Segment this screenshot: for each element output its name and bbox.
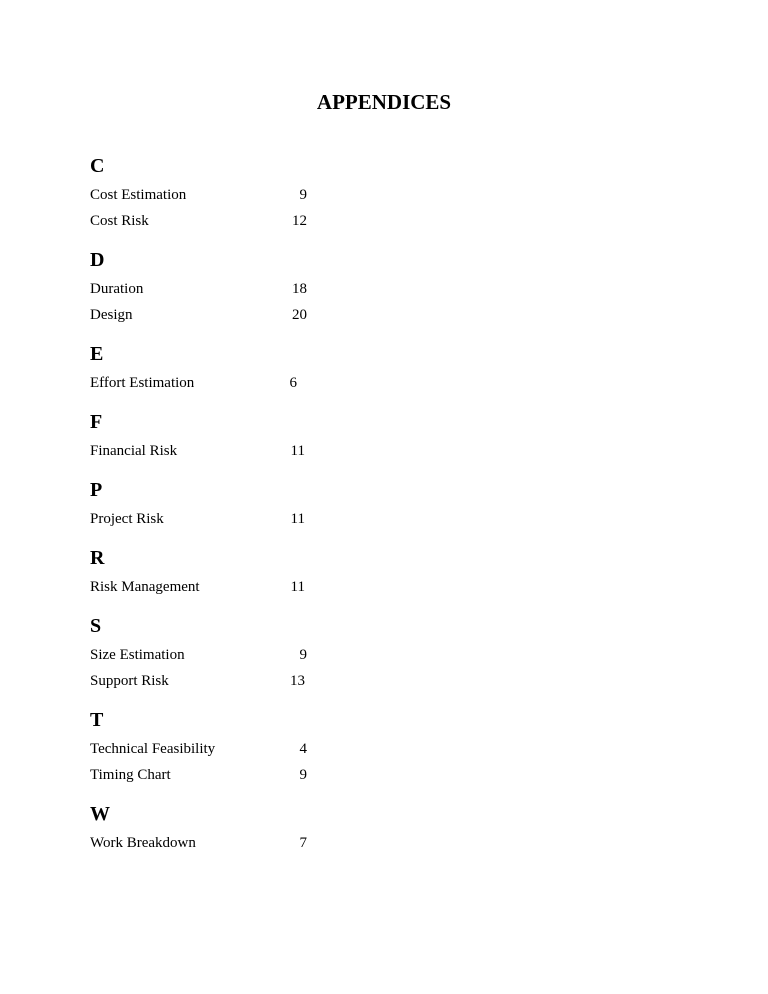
index-section-r bbox=[90, 546, 410, 604]
section-letter: P bbox=[90, 479, 103, 501]
index-entry bbox=[90, 646, 410, 672]
page-title: APPENDICES bbox=[316, 90, 452, 114]
entry-label: Design bbox=[90, 307, 133, 323]
entry-page-number: 12 bbox=[292, 213, 307, 229]
entry-page-number: 13 bbox=[290, 673, 305, 689]
index-entry bbox=[90, 186, 410, 212]
index-section-e bbox=[90, 342, 410, 400]
index-entry bbox=[90, 740, 410, 766]
index-entry bbox=[90, 578, 410, 604]
appendix-index bbox=[90, 154, 410, 870]
entry-label: Technical Feasibility bbox=[90, 741, 216, 757]
entry-page-number: 11 bbox=[290, 511, 305, 527]
section-letter: D bbox=[90, 249, 105, 271]
section-letter: S bbox=[90, 615, 102, 637]
entry-label: Effort Estimation bbox=[90, 375, 195, 391]
entry-page-number: 20 bbox=[292, 307, 307, 323]
entry-label: Cost Risk bbox=[90, 213, 149, 229]
section-letter: C bbox=[90, 155, 105, 177]
section-letter: W bbox=[90, 803, 110, 825]
index-entry bbox=[90, 306, 410, 332]
index-entry bbox=[90, 510, 410, 536]
index-entry bbox=[90, 672, 410, 698]
index-entry bbox=[90, 442, 410, 468]
entry-page-number: 4 bbox=[299, 741, 307, 757]
entry-page-number: 11 bbox=[290, 443, 305, 459]
index-section-d bbox=[90, 248, 410, 332]
entry-label: Work Breakdown bbox=[90, 835, 196, 851]
index-entry bbox=[90, 280, 410, 306]
entry-page-number: 9 bbox=[299, 647, 307, 663]
entry-page-number: 6 bbox=[289, 375, 297, 391]
entry-label: Financial Risk bbox=[90, 443, 178, 459]
entry-label: Size Estimation bbox=[90, 647, 185, 663]
index-entry bbox=[90, 834, 410, 860]
index-section-w bbox=[90, 802, 410, 860]
index-entry bbox=[90, 766, 410, 792]
entry-page-number: 18 bbox=[292, 281, 307, 297]
entry-label: Risk Management bbox=[90, 579, 200, 595]
section-letter: E bbox=[90, 343, 104, 365]
entry-page-number: 7 bbox=[299, 835, 307, 851]
index-section-f bbox=[90, 410, 410, 468]
section-letter: R bbox=[90, 547, 105, 569]
entry-page-number: 9 bbox=[299, 767, 307, 783]
entry-label: Cost Estimation bbox=[90, 187, 187, 203]
entry-label: Project Risk bbox=[90, 511, 164, 527]
entry-page-number: 11 bbox=[290, 579, 305, 595]
index-entry bbox=[90, 212, 410, 238]
index-section-c bbox=[90, 154, 410, 238]
entry-label: Duration bbox=[90, 281, 144, 297]
entry-page-number: 9 bbox=[299, 187, 307, 203]
section-letter: F bbox=[90, 411, 103, 433]
index-section-p bbox=[90, 478, 410, 536]
entry-label: Support Risk bbox=[90, 673, 169, 689]
index-section-s bbox=[90, 614, 410, 698]
section-letter: T bbox=[90, 709, 104, 731]
index-entry bbox=[90, 374, 410, 400]
entry-label: Timing Chart bbox=[90, 767, 171, 783]
index-section-t bbox=[90, 708, 410, 792]
